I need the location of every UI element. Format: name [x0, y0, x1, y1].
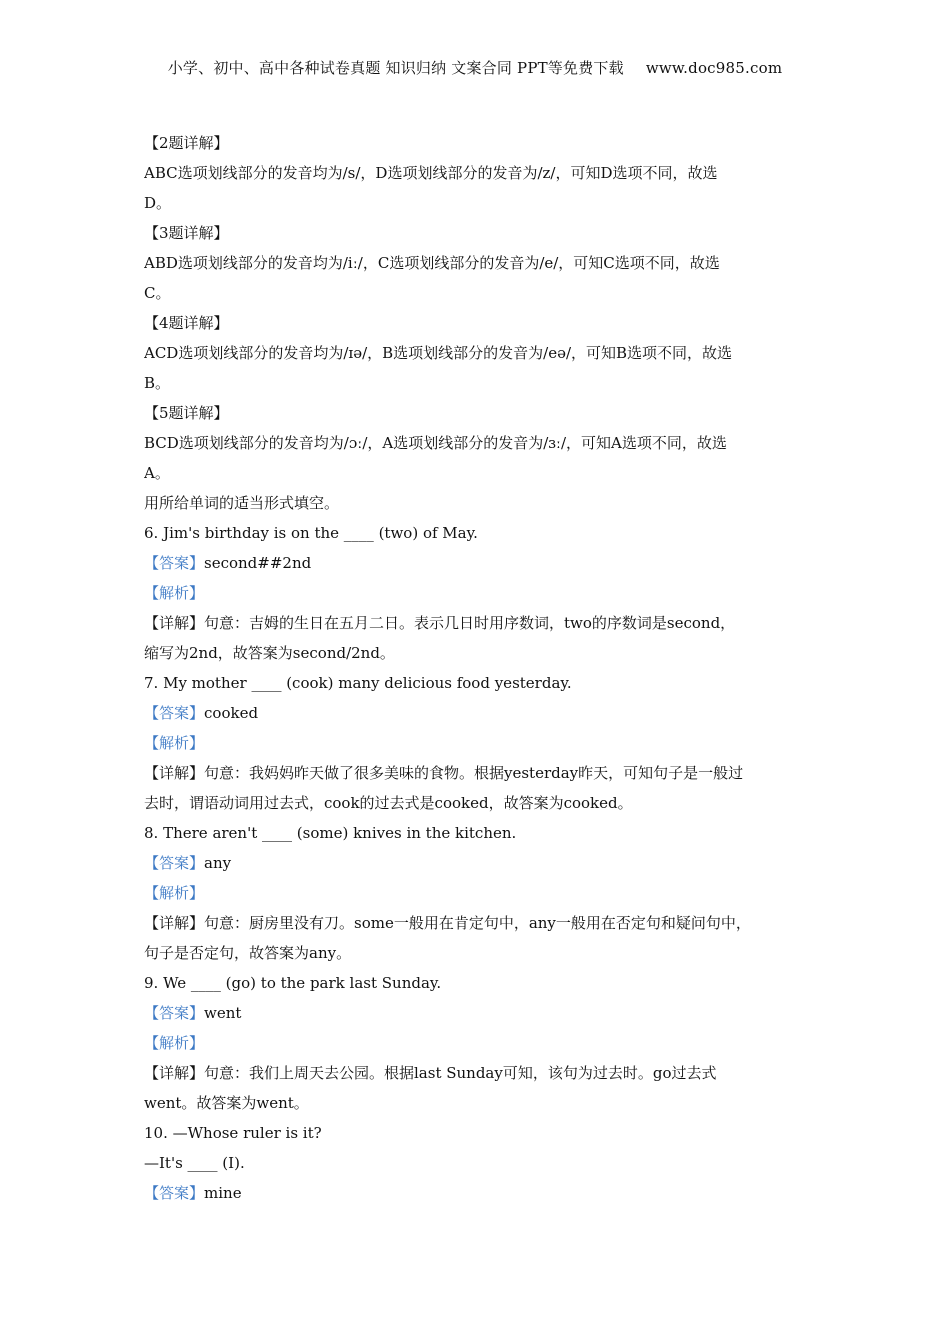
detail-text: 去时，谓语动词用过去式，cook的过去式是cooked，故答案为cooked。 — [144, 794, 633, 812]
question-8: 8. There aren't ____ (some) knives in the kitchen. — [144, 824, 517, 842]
answer-line — [144, 998, 816, 1028]
question-10-reply: —It's ____ (I). — [144, 1154, 245, 1172]
detail-text: 【详解】句意：我们上周天去公园。根据last Sunday可知，该句为过去时。go过去式 — [144, 1064, 717, 1082]
detail-title-q4: 【4题详解】 — [144, 314, 229, 332]
detail-text: A。 — [144, 464, 170, 482]
detail-text: went。故答案为went。 — [144, 1094, 309, 1112]
answer-line — [144, 848, 816, 878]
answer-value: second##2nd — [204, 554, 312, 572]
detail-text: ACD选项划线部分的发音均为/ɪə/，B选项划线部分的发音为/eə/，可知B选项不同，故选 — [144, 344, 733, 362]
answer-label: 【答案】 — [144, 1004, 205, 1022]
detail-text: 缩写为2nd，故答案为second/2nd。 — [144, 644, 395, 662]
answer-label: 【答案】 — [144, 704, 205, 722]
detail-text: ABC选项划线部分的发音均为/s/，D选项划线部分的发音为/z/，可知D选项不同，故选 — [144, 164, 718, 182]
detail-text: 句子是否定句，故答案为any。 — [144, 944, 352, 962]
detail-title-q2: 【2题详解】 — [144, 134, 229, 152]
detail-text: BCD选项划线部分的发音均为/ɔː/，A选项划线部分的发音为/ɜː/，可知A选项不同，故选 — [144, 434, 727, 452]
detail-text: 【详解】句意：我妈妈昨天做了很多美味的食物。根据yesterday昨天，可知句子是一般过 — [144, 764, 744, 782]
detail-text: ABD选项划线部分的发音均为/iː/，C选项划线部分的发音为/e/，可知C选项不同，故选 — [144, 254, 720, 272]
detail-text: 【详解】句意：吉姆的生日在五月二日。表示几日时用序数词，two的序数词是second， — [144, 614, 736, 632]
header-text: 小学、初中、高中各种试卷真题 知识归纳 文案合同 PPT等免费下载 — [167, 59, 624, 77]
detail-text: D。 — [144, 194, 172, 212]
answer-value: went — [204, 1004, 242, 1022]
answer-line — [144, 1178, 816, 1208]
answer-value: any — [204, 854, 232, 872]
page-header — [0, 57, 950, 78]
answer-line — [144, 698, 816, 728]
document-body — [144, 128, 816, 1208]
question-6: 6. Jim's birthday is on the ____ (two) of May. — [144, 524, 478, 542]
answer-value: cooked — [204, 704, 259, 722]
analysis-label: 【解析】 — [144, 584, 205, 602]
answer-label: 【答案】 — [144, 1184, 205, 1202]
detail-title-q3: 【3题详解】 — [144, 224, 229, 242]
question-9: 9. We ____ (go) to the park last Sunday. — [144, 974, 442, 992]
analysis-label: 【解析】 — [144, 734, 205, 752]
detail-title-q5: 【5题详解】 — [144, 404, 229, 422]
detail-text: B。 — [144, 374, 171, 392]
answer-label: 【答案】 — [144, 554, 205, 572]
answer-label: 【答案】 — [144, 854, 205, 872]
question-7: 7. My mother ____ (cook) many delicious food yesterday. — [144, 674, 572, 692]
analysis-label: 【解析】 — [144, 1034, 205, 1052]
detail-text: 【详解】句意：厨房里没有刀。some一般用在肯定句中，any一般用在否定句和疑问句中， — [144, 914, 751, 932]
analysis-label: 【解析】 — [144, 884, 205, 902]
answer-line — [144, 548, 816, 578]
answer-value: mine — [204, 1184, 242, 1202]
question-10: 10. —Whose ruler is it? — [144, 1124, 322, 1142]
header-site: www.doc985.com — [645, 59, 783, 77]
section-instruction: 用所给单词的适当形式填空。 — [144, 494, 340, 512]
detail-text: C。 — [144, 284, 171, 302]
